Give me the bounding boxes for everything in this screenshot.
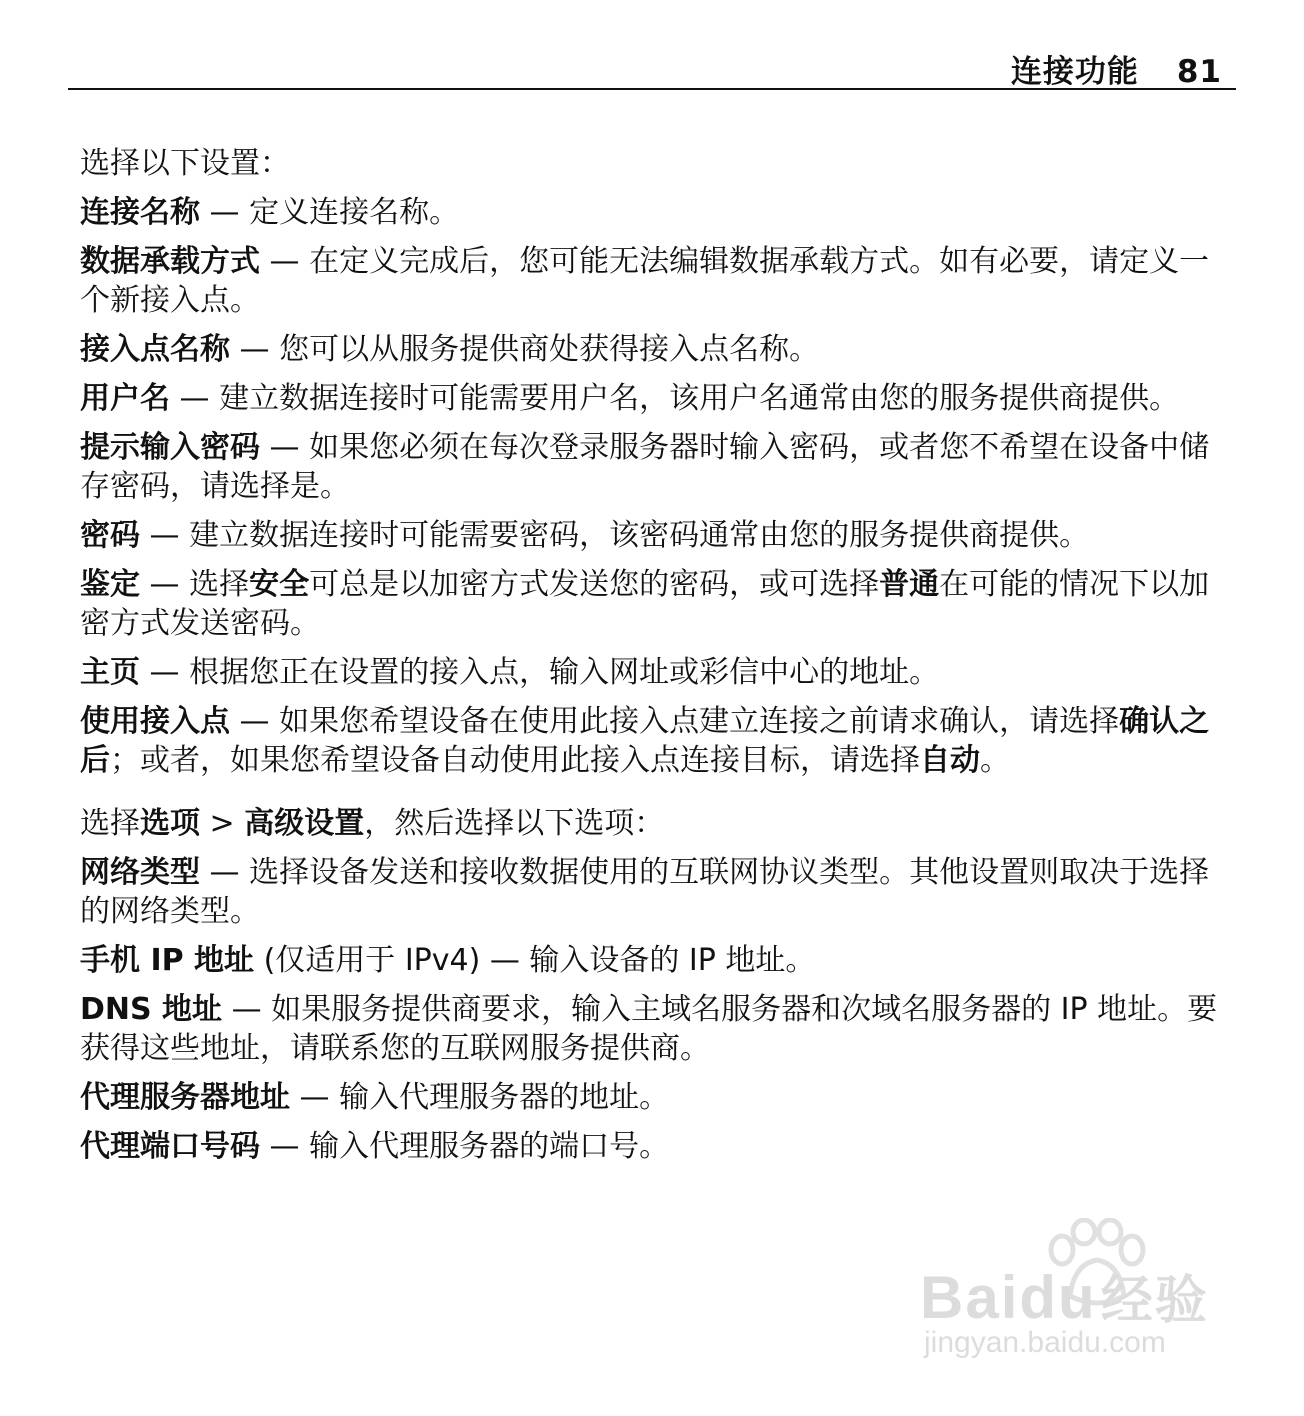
description-part: 可总是以加密方式发送您的密码，或可选择: [309, 567, 880, 602]
term: DNS 地址: [80, 992, 223, 1027]
setting-data-bearer: [80, 242, 1226, 320]
term: 代理服务器地址: [80, 1080, 290, 1115]
menu-separator: >: [200, 806, 245, 841]
term: 使用接入点: [80, 704, 230, 739]
setting-password: [80, 516, 1226, 555]
setting-proxy-address: [80, 1078, 1226, 1117]
header-text: [1011, 46, 1222, 91]
description: — 如果您必须在每次登录服务器时输入密码，或者您不希望在设备中储存密码，请选择是。: [80, 430, 1210, 504]
description-part: 在可能的情况下以加密方式发送密码。: [80, 567, 1210, 641]
description: — 您可以从服务提供商处获得接入点名称。: [239, 332, 820, 367]
intro-text: 选择: [80, 806, 140, 841]
term: 接入点名称: [80, 332, 230, 367]
menu-options: 选项: [140, 806, 200, 841]
term: 主页: [80, 655, 140, 690]
description-part: — 选择: [149, 567, 250, 602]
option-automatic: 自动: [920, 743, 980, 778]
description-part: — 如果您希望设备在使用此接入点建立连接之前请求确认，请选择: [239, 704, 1120, 739]
setting-proxy-port: [80, 1127, 1226, 1166]
baidu-watermark: [920, 1218, 1230, 1368]
term: 代理端口号码: [80, 1129, 260, 1164]
section-title: 连接功能: [1010, 54, 1139, 90]
page-header: [68, 40, 1236, 90]
watermark-brand: [920, 1258, 1209, 1333]
setting-user-name: [80, 379, 1226, 418]
setting-network-type: [80, 853, 1226, 931]
term: 手机 IP 地址: [80, 943, 255, 978]
setting-prompt-password: [80, 428, 1226, 506]
setting-phone-ip: [80, 941, 1226, 980]
option-secure: 安全: [249, 567, 310, 602]
term: 用户名: [80, 381, 170, 416]
description: — 输入代理服务器的地址。: [299, 1080, 670, 1115]
setting-use-access-point: [80, 702, 1226, 780]
term: 提示输入密码: [80, 430, 260, 465]
intro-paragraph: 选择以下设置：: [80, 146, 290, 181]
watermark-brand-cn: 经验: [1100, 1272, 1209, 1330]
page-body: [80, 144, 1226, 1176]
description: — 在定义完成后，您可能无法编辑数据承载方式。如有必要，请定义一个新接入点。: [80, 244, 1210, 318]
setting-authentication: [80, 565, 1226, 643]
term: 数据承载方式: [80, 244, 260, 279]
description: — 定义连接名称。: [209, 195, 460, 230]
term: 网络类型: [80, 855, 200, 890]
watermark-url: jingyan.baidu.com: [924, 1326, 1166, 1359]
description: — 选择设备发送和接收数据使用的互联网协议类型。其他设置则取决于选择的网络类型。: [80, 855, 1210, 929]
term: 连接名称: [80, 195, 200, 230]
setting-dns-address: [80, 990, 1226, 1068]
setting-access-point-name: [80, 330, 1226, 369]
setting-homepage: [80, 653, 1226, 692]
term: 鉴定: [80, 567, 140, 602]
option-after-confirmation: 确认之后: [80, 704, 1210, 778]
description: — 如果服务提供商要求，输入主域名服务器和次域名服务器的 IP 地址。要获得这些地址，请联系您的互联网服务提供商。: [80, 992, 1218, 1066]
description: — 建立数据连接时可能需要密码，该密码通常由您的服务提供商提供。: [149, 518, 1090, 553]
description: — 建立数据连接时可能需要用户名，该用户名通常由您的服务提供商提供。: [179, 381, 1180, 416]
page-number: 81: [1176, 54, 1222, 90]
description: — 根据您正在设置的接入点，输入网址或彩信中心的地址。: [149, 655, 940, 690]
option-normal: 普通: [879, 567, 940, 602]
description-part: 。: [980, 743, 1010, 778]
intro-text: ，然后选择以下选项：: [364, 806, 665, 841]
description-part: ；或者，如果您希望设备自动使用此接入点连接目标，请选择: [110, 743, 920, 778]
watermark-brand-text-2: du: [1019, 1264, 1097, 1331]
setting-connection-name: [80, 193, 1226, 232]
menu-advanced-settings: 高级设置: [244, 806, 365, 841]
term: 密码: [80, 518, 140, 553]
intro-advanced-paragraph: [80, 804, 1226, 843]
description: (仅适用于 IPv4) — 输入设备的 IP 地址。: [263, 943, 816, 978]
description: — 输入代理服务器的端口号。: [269, 1129, 670, 1164]
watermark-brand-text: Bai: [920, 1264, 1020, 1331]
